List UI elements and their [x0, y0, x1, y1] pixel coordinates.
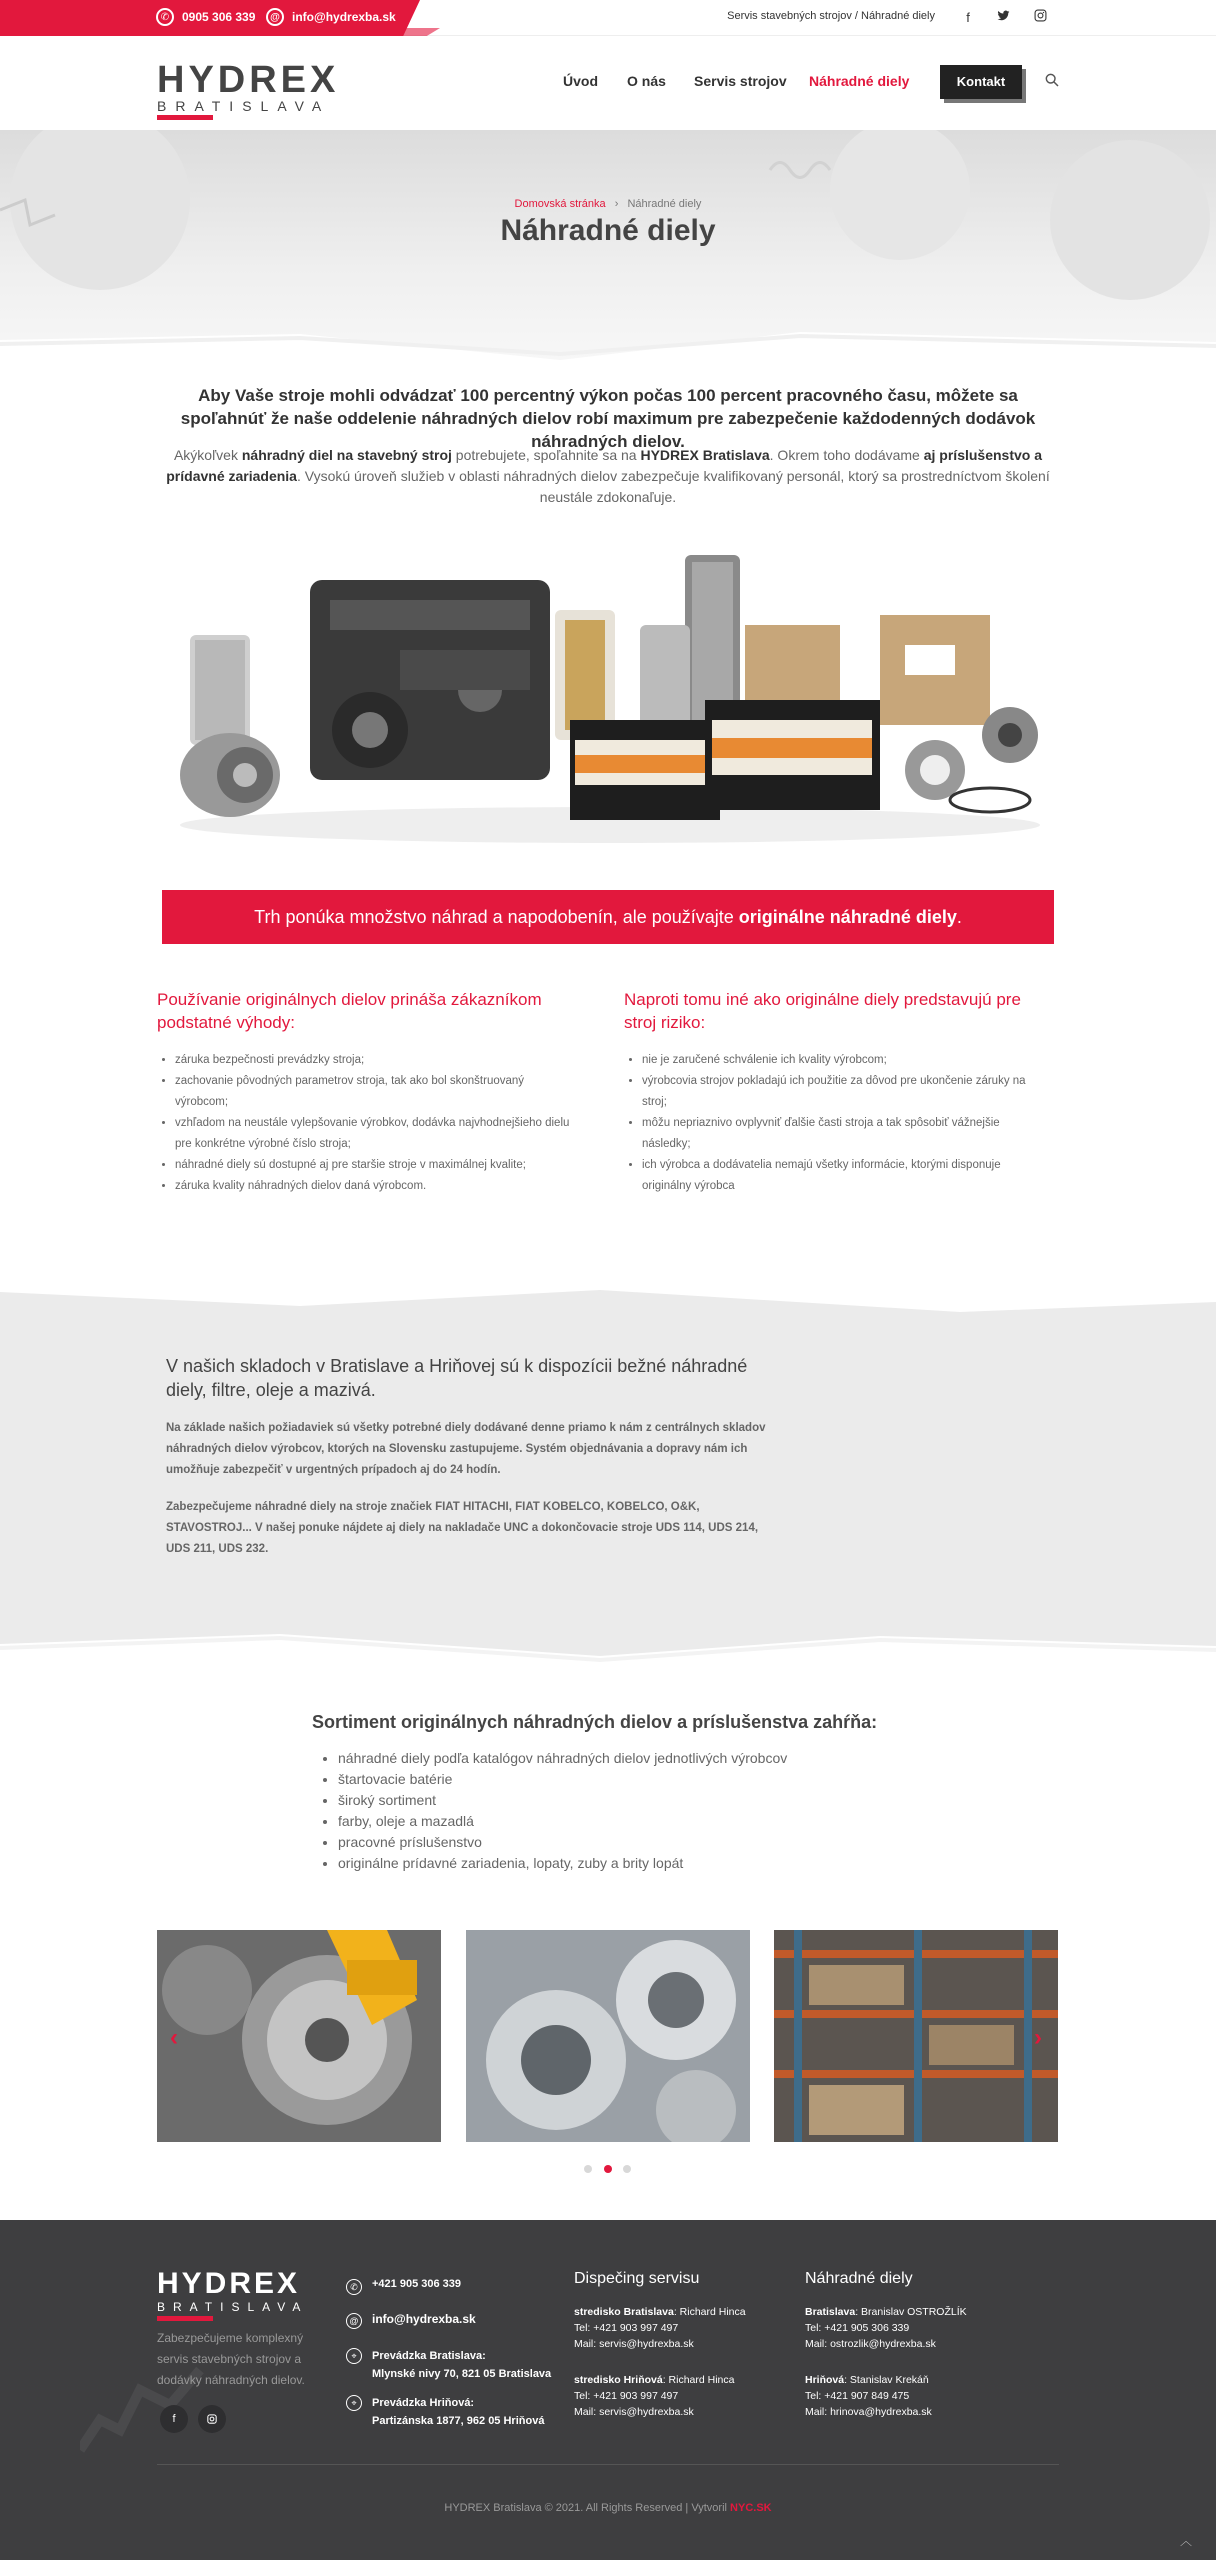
footer-logo-bar	[157, 2316, 213, 2321]
footer-tagline: Zabezpečujeme komplexný servis stavebných strojov a dodávky náhradných dielov.	[157, 2331, 305, 2387]
carousel-slide-warehouse[interactable]	[774, 1930, 1058, 2142]
warehouse-title: V našich skladoch v Bratislave a Hriňovej sú k dispozícii bežné náhradné diely, filtre, oleje a mazivá.	[166, 1356, 748, 1400]
nav-servis-strojov[interactable]: Servis strojov	[694, 73, 787, 89]
phone-icon: ✆	[346, 2279, 362, 2295]
contact-label: Hriňová	[805, 2374, 845, 2386]
page-title: Náhradné diely	[500, 214, 716, 247]
intro-bold-3: aj príslušenstvo a prídavné zariadenia	[166, 447, 1043, 484]
list-item: • náhradné diely podľa katalógov náhradných dielov jednotlivých výrobcov	[338, 1748, 1038, 1769]
list-item: • štartovacie batérie	[338, 1769, 1038, 1790]
footer-address-bratislava	[346, 2347, 551, 2383]
search-icon[interactable]	[1044, 72, 1060, 88]
original-parts-banner	[162, 890, 1054, 944]
contact-button[interactable]: Kontakt	[940, 65, 1022, 99]
intro-text-2: potrebujete, spoľahnite sa na	[451, 447, 641, 463]
copyright-text: HYDREX Bratislava © 2021. All Rights Reserved | Vytvoril	[444, 2502, 731, 2514]
footer-phone[interactable]	[346, 2278, 461, 2295]
assortment-title: Sortiment originálnych náhradných dielov a príslušenstva zahŕňa:	[312, 1712, 878, 1732]
footer-phone-text[interactable]: +421 905 306 339	[372, 2278, 462, 2290]
contact-label: stredisko Bratislava	[574, 2306, 674, 2318]
contact-tel[interactable]: Tel: +421 907 849 475	[805, 2390, 910, 2402]
carousel-dot-1[interactable]	[584, 2165, 592, 2173]
topbar-email-text[interactable]: info@hydrexba.sk	[292, 10, 396, 24]
topbar-phone[interactable]	[156, 8, 255, 26]
contact-tel[interactable]: Tel: +421 903 997 497	[574, 2390, 679, 2402]
intro-bold-1: náhradný diel na stavebný stroj	[241, 447, 452, 463]
contact-name: : Stanislav Krekáň	[844, 2374, 929, 2386]
list-item: • výrobcovia strojov pokladajú ich použitie za dôvod pre ukončenie záruky na stroj;	[642, 1071, 1044, 1113]
footer-dispatch-hrinova	[574, 2372, 734, 2420]
contact-name: : Richard Hinca	[673, 2306, 746, 2318]
intro-text-4: . Vysokú úroveň služieb v oblasti náhradných dielov zabezpečuje kvalifikovaný personál, ktorý sa prostredníctvom školení neustále zdokonaľuje.	[296, 468, 1050, 505]
footer-address-value: Mlynské nivy 70, 821 05 Bratislava	[372, 2368, 552, 2380]
nav-nahradne-diely[interactable]: Náhradné diely	[809, 73, 910, 89]
breadcrumb-current: Náhradné diely	[627, 198, 702, 210]
list-item: • široký sortiment	[338, 1790, 1038, 1811]
gray-bottom-wave	[0, 1626, 1216, 1662]
warehouse-paragraph-1: Na základe našich požiadaviek sú všetky potrebné diely dodávané denne priamo k nám z centrálnych skladov náhradných dielov výrobcov, ktorých na Slovensku zastupujeme. Systém objednávania a dopravy nám ich umožňuje zabezpečiť v urgentných prípadoch aj do 24 hodín.	[166, 1422, 766, 1476]
footer-copyright	[0, 2502, 1216, 2514]
footer-logo-main: HYDREX	[157, 2267, 301, 2300]
footer-logo-sub: BRATISLAVA	[157, 2300, 309, 2314]
footer-parts-bratislava	[805, 2304, 967, 2352]
top-bar	[0, 0, 1216, 36]
footer-divider	[157, 2464, 1059, 2465]
risks-title: Naproti tomu iné ako originálne diely predstavujú pre stroj riziko:	[624, 990, 1021, 1032]
topbar-email[interactable]	[266, 8, 396, 26]
location-pin-icon: ⌖	[346, 2348, 362, 2364]
risks-list	[624, 1050, 1044, 1197]
logo-red-bar	[157, 115, 213, 120]
list-item: • vzhľadom na neustále vylepšovanie výrobkov, dodávka najvhodnejšieho dielu pre konkrétne výrobné číslo stroja;	[175, 1113, 577, 1155]
phone-icon: ✆	[156, 8, 174, 26]
list-item: • ich výrobca a dodávatelia nemajú všetky informácie, ktorými disponuje originálny výrobca	[642, 1155, 1044, 1197]
breadcrumb	[0, 198, 1216, 210]
banner-end: .	[956, 907, 962, 927]
carousel-prev-button[interactable]: ‹	[170, 2024, 178, 2051]
intro-heading: Aby Vaše stroje mohli odvádzať 100 percentný výkon počas 100 percent pracovného času, môžete sa spoľahnúť že naše oddelenie náhradných dielov robí maximum pre zabezpečenie každodenných dodávok náhradných dielov.	[180, 386, 1036, 451]
list-item: • záruka kvality náhradných dielov daná výrobcom.	[175, 1176, 577, 1197]
footer-address-value: Partizánska 1877, 962 05 Hriňová	[372, 2415, 545, 2427]
carousel-slide-gears[interactable]	[157, 1930, 441, 2142]
site-logo[interactable]	[157, 59, 340, 120]
advantages-column	[157, 988, 577, 1197]
intro-paragraph	[160, 445, 1056, 508]
footer-address-hrinova	[346, 2394, 544, 2430]
page-hero	[0, 130, 1216, 360]
nav-o-nas[interactable]: O nás	[627, 73, 666, 89]
gray-top-wave	[0, 1282, 1216, 1318]
contact-label: Bratislava	[805, 2306, 856, 2318]
assortment-list	[338, 1748, 1038, 1874]
creator-link[interactable]: NYC.SK	[730, 2502, 772, 2514]
intro-text-1: Akýkoľvek	[173, 447, 242, 463]
advantages-title: Používanie originálnych dielov prináša zákazníkom podstatné výhody:	[157, 990, 542, 1032]
at-icon: @	[346, 2313, 362, 2329]
contact-name: : Richard Hinca	[662, 2374, 735, 2386]
instagram-icon[interactable]	[1030, 8, 1050, 28]
contact-label: stredisko Hriňová	[574, 2374, 663, 2386]
site-header	[0, 36, 1216, 130]
banner-text: Trh ponúka množstvo náhrad a napodobenín, ale používajte	[254, 907, 739, 927]
contact-mail[interactable]: Mail: ostrozlik@hydrexba.sk	[805, 2338, 936, 2350]
banner-bold: originálne náhradné diely	[738, 907, 957, 927]
list-item: • záruka bezpečnosti prevádzky stroja;	[175, 1050, 577, 1071]
list-item: • farby, oleje a mazadlá	[338, 1811, 1038, 1832]
topbar-phone-text[interactable]: 0905 306 339	[182, 10, 256, 24]
risks-column	[624, 988, 1044, 1197]
breadcrumb-home[interactable]: Domovská stránka	[514, 198, 606, 210]
list-item: • zachovanie pôvodných parametrov stroja, tak ako bol skonštruovaný výrobcom;	[175, 1071, 577, 1113]
footer-parts-hrinova	[805, 2372, 932, 2420]
contact-mail[interactable]: Mail: hrinova@hydrexba.sk	[805, 2406, 932, 2418]
list-item: • pracovné príslušenstvo	[338, 1832, 1038, 1853]
footer-facebook-icon[interactable]: f	[160, 2405, 188, 2433]
topbar-tagline: Servis stavebných strojov / Náhradné diely	[727, 10, 935, 22]
carousel-next-button[interactable]: ›	[1034, 2024, 1042, 2051]
nav-uvod[interactable]: Úvod	[563, 73, 598, 89]
scroll-to-top-icon[interactable]: ︿	[1180, 2534, 1193, 2548]
warehouse-paragraph-2: Zabezpečujeme náhradné diely na stroje značiek FIAT HITACHI, FIAT KOBELCO, KOBELCO, O&K, STAVOSTROJ... V našej ponuke nájdete aj diely na nakladače UNC a dokončovacie stroje UDS 114, UDS 214, UDS 211, UDS 232.	[166, 1501, 759, 1555]
location-pin-icon: ⌖	[346, 2395, 362, 2411]
footer-dispatch-title: Dispečing servisu	[574, 2270, 700, 2287]
contact-name: : Branislav OSTROŽLÍK	[855, 2306, 967, 2318]
footer-email[interactable]	[346, 2312, 476, 2329]
footer-logo[interactable]	[157, 2267, 309, 2321]
logo-main-text: HYDREX	[157, 59, 340, 101]
spare-parts-image	[160, 540, 1056, 850]
intro-bold-2: HYDREX Bratislava	[640, 447, 770, 463]
carousel-dot-3[interactable]	[623, 2165, 631, 2173]
carousel-slide-bearings[interactable]	[466, 1930, 750, 2142]
at-icon: @	[266, 8, 284, 26]
footer-instagram-icon[interactable]	[198, 2405, 226, 2433]
footer-dispatch-bratislava	[574, 2304, 746, 2352]
contact-tel[interactable]: Tel: +421 905 306 339	[805, 2322, 910, 2334]
list-item: • náhradné diely sú dostupné aj pre staršie stroje v maximálnej kvalite;	[175, 1155, 577, 1176]
hero-wave-divider	[0, 320, 1216, 360]
contact-tel[interactable]: Tel: +421 903 997 497	[574, 2322, 679, 2334]
list-item: • nie je zaručené schválenie ich kvality výrobcom;	[642, 1050, 1044, 1071]
advantages-list	[157, 1050, 577, 1197]
list-item: • originálne prídavné zariadenia, lopaty, zuby a brity lopát	[338, 1853, 1038, 1874]
twitter-icon[interactable]	[993, 8, 1013, 28]
footer-address-label: Prevádzka Bratislava:	[372, 2350, 486, 2362]
footer-parts-title: Náhradné diely	[805, 2270, 913, 2287]
breadcrumb-separator: ›	[614, 198, 619, 210]
footer-address-label: Prevádzka Hriňová:	[372, 2397, 475, 2409]
carousel-dot-2[interactable]	[604, 2165, 612, 2173]
facebook-icon[interactable]: f	[966, 10, 970, 25]
intro-text-3: . Okrem toho dodávame	[769, 447, 924, 463]
list-item: • môžu nepriaznivo ovplyvniť ďalšie časti stroja a tak spôsobiť vážnejšie následky;	[642, 1113, 1044, 1155]
contact-mail[interactable]: Mail: servis@hydrexba.sk	[574, 2406, 694, 2418]
contact-mail[interactable]: Mail: servis@hydrexba.sk	[574, 2338, 694, 2350]
logo-sub-text: BRATISLAVA	[157, 98, 331, 114]
footer-email-text[interactable]: info@hydrexba.sk	[372, 2312, 476, 2326]
